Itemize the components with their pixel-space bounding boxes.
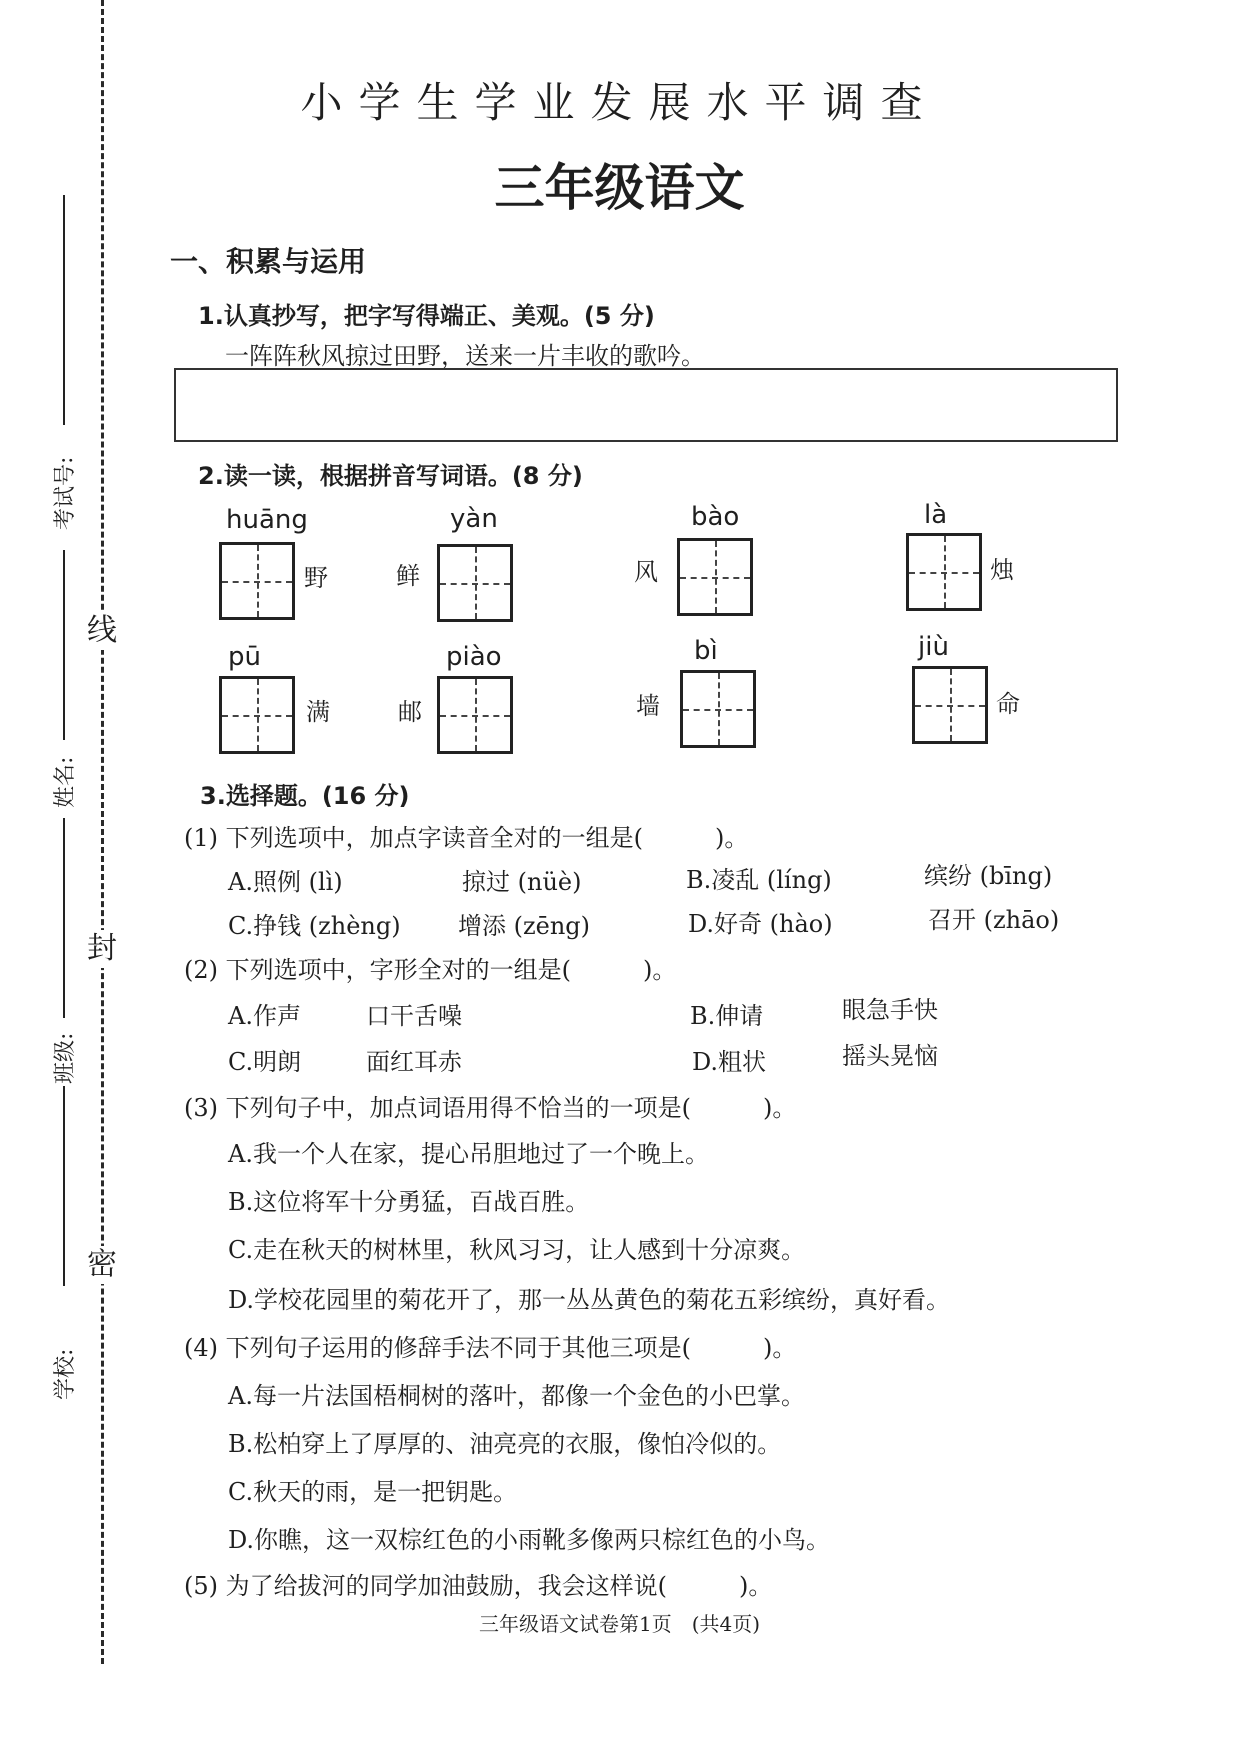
option-a2: 掠过 (nüè)	[462, 868, 582, 896]
option-a[interactable]: A.我一个人在家，提心吊胆地过了一个晚上。	[228, 1140, 709, 1168]
binding-word-seal: 封	[87, 931, 117, 966]
exam-title: 小学生学业发展水平调查	[300, 78, 939, 127]
name-line	[63, 550, 65, 740]
word-char: 命	[996, 690, 1020, 718]
option-c[interactable]: C.秋天的雨，是一把钥匙。	[228, 1478, 518, 1506]
word-char: 风	[634, 558, 658, 586]
option-a1[interactable]: A.作声	[228, 1002, 301, 1030]
pinyin-la: là	[924, 500, 948, 530]
option-b1[interactable]: B.凌乱 (líng)	[686, 866, 832, 894]
word-char: 鲜	[396, 562, 420, 590]
writing-cell[interactable]	[219, 676, 295, 754]
word-char: 墙	[636, 692, 660, 720]
writing-cell[interactable]	[906, 533, 982, 611]
writing-cell[interactable]	[219, 542, 295, 620]
sub-question-3-stem: (3) 下列句子中，加点词语用得不恰当的一项是( )。	[184, 1094, 797, 1122]
word-char: 满	[306, 698, 330, 726]
option-d1[interactable]: D.好奇 (hào)	[688, 910, 833, 938]
sub-question-5-stem: (5) 为了给拔河的同学加油鼓励，我会这样说( )。	[184, 1572, 773, 1600]
class-label: 班级:	[53, 1032, 78, 1084]
binding-word-secret: 密	[87, 1247, 117, 1282]
option-b1[interactable]: B.伸请	[690, 1002, 764, 1030]
sub-question-1-stem: (1) 下列选项中，加点字读音全对的一组是( )。	[184, 824, 749, 852]
option-d[interactable]: D.你瞧，这一双棕红色的小雨靴多像两只棕红色的小鸟。	[228, 1526, 831, 1554]
option-d2: 召开 (zhāo)	[928, 906, 1060, 934]
class-line	[63, 818, 65, 1018]
option-b[interactable]: B.松柏穿上了厚厚的、油亮亮的衣服，像怕冷似的。	[228, 1430, 782, 1458]
pinyin-jiu: jiù	[918, 632, 949, 662]
pinyin-huang: huāng	[226, 505, 308, 535]
binding-word-line: 线	[87, 613, 117, 648]
sub-question-2-stem: (2) 下列选项中，字形全对的一组是( )。	[184, 956, 677, 984]
writing-cell[interactable]	[912, 666, 988, 744]
option-c2: 增添 (zēng)	[458, 912, 591, 940]
pinyin-bi: bì	[694, 636, 718, 666]
writing-cell[interactable]	[437, 544, 513, 622]
option-d2: 摇头晃恼	[842, 1042, 938, 1070]
exam-subtitle: 三年级语文	[494, 158, 745, 217]
option-b2: 缤纷 (bīng)	[924, 862, 1053, 890]
school-line	[63, 1086, 65, 1286]
option-b2: 眼急手快	[842, 996, 938, 1024]
copy-writing-box[interactable]	[174, 368, 1118, 442]
option-b[interactable]: B.这位将军十分勇猛，百战百胜。	[228, 1188, 590, 1216]
option-c[interactable]: C.走在秋天的树林里，秋风习习，让人感到十分凉爽。	[228, 1236, 806, 1264]
page-footer: 三年级语文试卷第1页 (共4页)	[478, 1612, 761, 1636]
option-a2: 口干舌噪	[366, 1002, 462, 1030]
option-c1[interactable]: C.明朗	[228, 1048, 302, 1076]
writing-cell[interactable]	[680, 670, 756, 748]
question-2-title: 2.读一读，根据拼音写词语。(8 分)	[198, 462, 583, 490]
writing-cell[interactable]	[437, 676, 513, 754]
pinyin-bao: bào	[691, 502, 740, 532]
question-3-title: 3.选择题。(16 分)	[200, 782, 410, 810]
writing-cell[interactable]	[677, 538, 753, 616]
name-label: 姓名:	[53, 756, 78, 808]
exam-number-label: 考试号:	[53, 456, 78, 530]
option-d[interactable]: D.学校花园里的菊花开了，那一丛丛黄色的菊花五彩缤纷，真好看。	[228, 1286, 951, 1314]
exam-number-line	[63, 195, 65, 425]
word-char: 野	[304, 564, 328, 592]
school-label: 学校:	[53, 1348, 78, 1400]
option-c1[interactable]: C.挣钱 (zhèng)	[228, 912, 401, 940]
option-a1[interactable]: A.照例 (lì)	[228, 868, 343, 896]
option-c2: 面红耳赤	[366, 1048, 462, 1076]
binding-dashed-line	[101, 0, 104, 1664]
word-char: 烛	[990, 556, 1014, 584]
option-d1[interactable]: D.粗状	[692, 1048, 767, 1076]
word-char: 邮	[398, 698, 422, 726]
pinyin-piao: piào	[446, 642, 502, 672]
question-1-text: 一阵阵秋风掠过田野，送来一片丰收的歌吟。	[225, 342, 705, 370]
question-1-title: 1.认真抄写，把字写得端正、美观。(5 分)	[198, 302, 655, 330]
pinyin-pu: pū	[228, 642, 261, 672]
pinyin-yan: yàn	[450, 504, 498, 534]
sub-question-4-stem: (4) 下列句子运用的修辞手法不同于其他三项是( )。	[184, 1334, 797, 1362]
option-a[interactable]: A.每一片法国梧桐树的落叶，都像一个金色的小巴掌。	[228, 1382, 805, 1410]
section-heading: 一、积累与运用	[170, 245, 367, 278]
